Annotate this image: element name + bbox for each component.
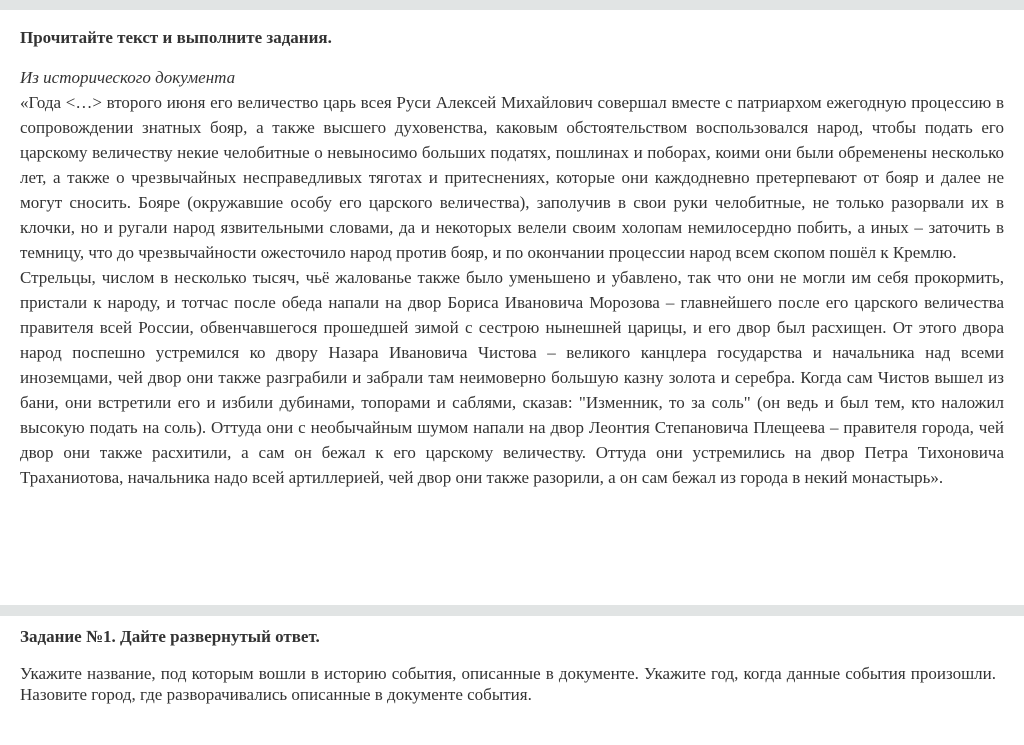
reading-section [0,10,1024,605]
top-divider-band [0,0,1024,10]
middle-divider-band [0,605,1024,616]
reading-instruction-heading: Прочитайте текст и выполните задания. [20,28,332,47]
task-text: Укажите название, под которым вошли в историю события, описанные в документе. Укажите год, когда данные события произошли. Назовите город, где разворачивались описанные в документе события. [20,664,996,704]
document-paragraph-1: «Года <…> второго июня его величество царь всея Руси Алексей Михайлович совершал вместе с патриархом ежегодную процессию в сопровождении знатных бояр, а также высшего духовенства, каковым обстоятельством воспользовался народ, чтобы подать его царскому величеству некие челобитные о невыносимо больших податях, пошлинах и поборах, коими они были обременены несколько лет, а также о чрезвычайных несправедливых тяготах и притеснениях, которые они каждодневно претерпевают от бояр и далее не могут сносить. Бояре (окружавшие особу его царского величества), заполучив в свои руки челобитные, не только разорвали их в клочки, но и ругали народ язвительными словами, да и некоторых велели своим холопам немилосердно побить, а иных – заточить в темницу, что до чрезвычайности ожесточило народ против бояр, и по окончании процессии народ всем скопом пошёл к Кремлю. [20,93,1004,262]
task-section [0,616,1024,705]
document-paragraph-2: Стрельцы, числом в несколько тысяч, чьё жалованье также было уменьшено и убавлено, так что они не могли им себя прокормить, пристали к народу, и тотчас после обеда напали на двор Бориса Ивановича Морозова – главнейшего после его царского величества правителя всей России, обвенчавшегося прошедшей зимой с сестрою нынешней царицы, и его двор был расхищен. От этого двора народ поспешно устремился ко двору Назара Ивановича Чистова – великого канцлера государства и начальника над всеми иноземцами, чей двор они также разграбили и забрали там неимоверно большую казну золота и серебра. Когда сам Чистов вышел из бани, они встретили его и избили дубинами, топорами и саблями, сказав: "Изменник, то за соль" (он ведь и был тем, кто наложил высокую подать на соль). Оттуда они с необычайным шумом напали на двор Леонтия Степановича Плещеева – правителя города, чей двор они также расхитили, а сам он бежал к его царскому величеству. Оттуда они устремились на двор Петра Тихоновича Траханиотова, начальника надо всей артиллерией, чей двор они также разорили, а он сам бежал из города в некий монастырь». [20,268,1004,487]
task-heading: Задание №1. Дайте развернутый ответ. [20,627,320,646]
document-source-label: Из исторического документа [20,68,236,87]
